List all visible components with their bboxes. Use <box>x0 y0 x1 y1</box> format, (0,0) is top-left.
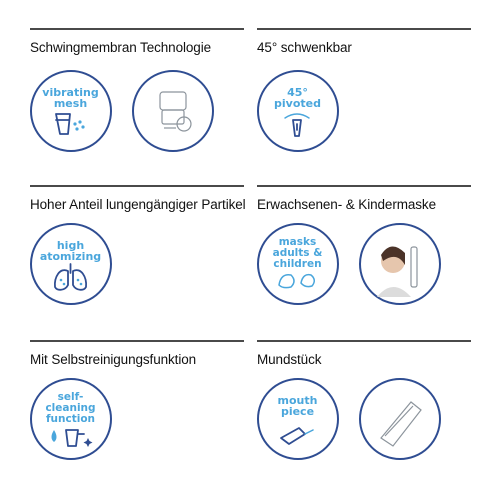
feature-title: 45° schwenkbar <box>257 40 352 55</box>
icon-label: atomizing <box>39 250 102 263</box>
mouthpiece-product-photo <box>359 378 441 460</box>
icon-label: mesh <box>53 97 88 110</box>
nebulizer-device-photo <box>132 70 214 152</box>
vibrating-mesh-icon-circle <box>30 70 112 152</box>
mouthpiece-photo-icon <box>361 380 438 457</box>
person-photo-icon <box>361 225 438 302</box>
icon-label: children <box>273 258 322 270</box>
feature-vibrating-mesh <box>30 28 270 188</box>
pivot-nozzle-icon <box>259 72 336 149</box>
divider <box>30 28 244 30</box>
divider <box>257 340 471 342</box>
icon-label: 45° <box>287 86 308 99</box>
vibrating-mesh-icon <box>32 72 109 149</box>
feature-title: Erwachsenen- & Kindermaske <box>257 197 436 212</box>
mouthpiece-icon-circle <box>257 378 339 460</box>
feature-self-cleaning <box>30 340 270 500</box>
divider <box>30 185 244 187</box>
droplet-sparkle-icon <box>32 380 109 457</box>
masks-icon <box>259 225 336 302</box>
feature-masks <box>257 185 497 345</box>
feature-title: Hoher Anteil lungengängiger Partikel <box>30 197 246 212</box>
icon-label: masks <box>278 236 317 248</box>
mouthpiece-icon <box>259 380 336 457</box>
divider <box>30 340 244 342</box>
feature-title: Schwingmembran Technologie <box>30 40 212 55</box>
feature-high-atomizing <box>30 185 270 345</box>
divider <box>257 28 471 30</box>
feature-title: Mundstück <box>257 352 322 367</box>
divider <box>257 185 471 187</box>
self-cleaning-icon-circle <box>30 378 112 460</box>
icon-label: function <box>45 413 96 425</box>
lungs-icon-circle <box>30 223 112 305</box>
icon-label: pivoted <box>274 97 321 110</box>
nebulizer-icon <box>134 72 211 149</box>
masks-icon-circle <box>257 223 339 305</box>
icon-label: adults & <box>272 247 323 259</box>
icon-label: cleaning <box>45 402 96 414</box>
feature-pivoted <box>257 28 497 188</box>
lungs-icon <box>32 225 109 302</box>
feature-mouthpiece <box>257 340 497 500</box>
icon-label: vibrating <box>42 86 99 99</box>
icon-label: self- <box>57 391 84 403</box>
icon-label: piece <box>280 405 315 418</box>
pivot-icon-circle <box>257 70 339 152</box>
person-with-mask-photo <box>359 223 441 305</box>
feature-title: Mit Selbstreinigungsfunktion <box>30 352 197 367</box>
icon-label: high <box>56 239 85 252</box>
icon-label: mouth <box>277 394 318 407</box>
